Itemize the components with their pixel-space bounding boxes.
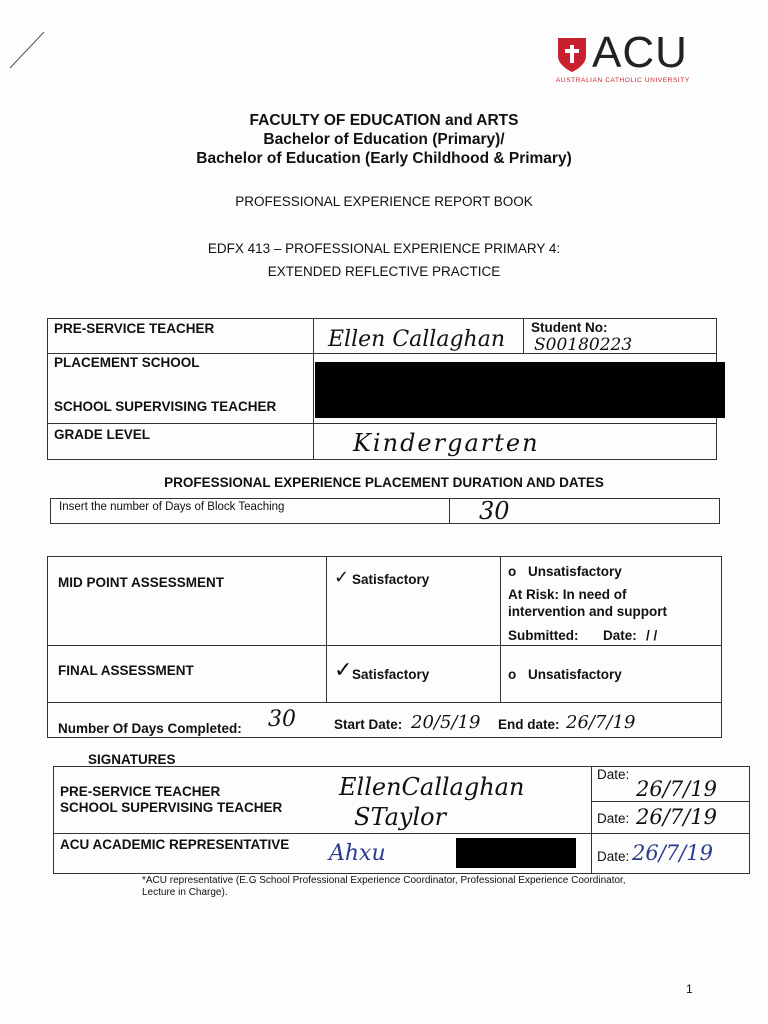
unit-title-2: EXTENDED REFLECTIVE PRACTICE bbox=[267, 264, 501, 279]
end-date-value: 26/7/19 bbox=[566, 712, 636, 733]
grade-level-label: GRADE LEVEL bbox=[54, 427, 151, 442]
check-mark-icon: ✓ bbox=[334, 567, 350, 587]
pre-service-name: Ellen Callaghan bbox=[328, 327, 505, 352]
at-risk-line-1: At Risk: In need of bbox=[508, 587, 627, 602]
shield-icon bbox=[556, 36, 588, 74]
start-date-label: Start Date: bbox=[334, 717, 403, 732]
duration-row bbox=[50, 498, 720, 524]
final-satisfactory: Satisfactory bbox=[352, 667, 430, 682]
supervising-teacher-label: SCHOOL SUPERVISING TEACHER bbox=[54, 399, 277, 414]
pen-mark bbox=[8, 28, 48, 72]
degree-line-2: Bachelor of Education (Early Childhood & Primary) bbox=[196, 150, 572, 167]
sig-pre-service-label: PRE-SERVICE TEACHER bbox=[60, 784, 221, 799]
faculty-title: FACULTY OF EDUCATION and ARTS bbox=[249, 112, 519, 129]
sig-date-3: 26/7/19 bbox=[632, 841, 713, 865]
logo-text: ACU bbox=[592, 28, 688, 77]
final-circle-option: o bbox=[508, 667, 517, 682]
sig-supervisor-label: SCHOOL SUPERVISING TEACHER bbox=[60, 800, 283, 815]
grade-level-value: Kindergarten bbox=[353, 429, 540, 457]
end-date-label: End date: bbox=[498, 717, 560, 732]
signatures-table bbox=[53, 766, 750, 874]
student-no-value: S00180223 bbox=[534, 335, 633, 355]
days-block-label: Insert the number of Days of Block Teaching bbox=[59, 501, 285, 513]
check-mark-icon: ✓ bbox=[334, 657, 353, 682]
student-no-label: Student No: bbox=[531, 320, 608, 335]
pre-service-label: PRE-SERVICE TEACHER bbox=[54, 321, 215, 336]
signatures-title: SIGNATURES bbox=[88, 752, 176, 767]
footnote-line-1: *ACU representative (E.G School Professional Experience Coordinator, Professional Experience Coordinator, bbox=[142, 875, 626, 886]
redaction-box bbox=[315, 362, 725, 418]
at-risk-line-2: intervention and support bbox=[508, 604, 668, 619]
signature-acu: Ahxu bbox=[329, 841, 386, 866]
submitted-date-label: Date: bbox=[603, 628, 637, 643]
signature-supervisor: STaylor bbox=[354, 803, 447, 831]
mid-circle-option: o bbox=[508, 564, 517, 579]
redaction-box bbox=[456, 838, 576, 868]
start-date-value: 20/5/19 bbox=[411, 712, 481, 733]
placement-school-label: PLACEMENT SCHOOL bbox=[54, 355, 200, 370]
report-book-title: PROFESSIONAL EXPERIENCE REPORT BOOK bbox=[235, 194, 533, 209]
days-completed-value: 30 bbox=[268, 707, 296, 732]
logo-subtitle: AUSTRALIAN CATHOLIC UNIVERSITY bbox=[556, 77, 690, 84]
assessment-table bbox=[47, 556, 722, 738]
mid-point-label: MID POINT ASSESSMENT bbox=[58, 575, 225, 590]
sig-date-1: 26/7/19 bbox=[636, 777, 717, 801]
sig-date-label-3: Date: bbox=[597, 849, 630, 864]
days-completed-label: Number Of Days Completed: bbox=[58, 721, 242, 736]
sig-date-2: 26/7/19 bbox=[636, 805, 717, 829]
mid-satisfactory: Satisfactory bbox=[352, 572, 430, 587]
days-block-value: 30 bbox=[479, 497, 510, 525]
submitted-label: Submitted: bbox=[508, 628, 579, 643]
sig-date-label-2: Date: bbox=[597, 811, 630, 826]
degree-line-1: Bachelor of Education (Primary)/ bbox=[263, 131, 505, 148]
unit-title-1: EDFX 413 – PROFESSIONAL EXPERIENCE PRIMARY 4: bbox=[207, 241, 561, 256]
final-assessment-label: FINAL ASSESSMENT bbox=[58, 663, 194, 678]
mid-unsatisfactory: Unsatisfactory bbox=[528, 564, 622, 579]
footnote-line-2: Lecture in Charge). bbox=[142, 887, 228, 898]
duration-title: PROFESSIONAL EXPERIENCE PLACEMENT DURATION AND DATES bbox=[164, 475, 604, 490]
signature-pre-service: EllenCallaghan bbox=[339, 773, 525, 801]
sig-date-label-1: Date: bbox=[597, 767, 630, 782]
final-unsatisfactory: Unsatisfactory bbox=[528, 667, 622, 682]
sig-acu-label: ACU ACADEMIC REPRESENTATIVE bbox=[60, 837, 290, 852]
acu-logo bbox=[556, 28, 716, 90]
page-number: 1 bbox=[686, 982, 693, 996]
submitted-date-blank: / / bbox=[646, 628, 658, 643]
